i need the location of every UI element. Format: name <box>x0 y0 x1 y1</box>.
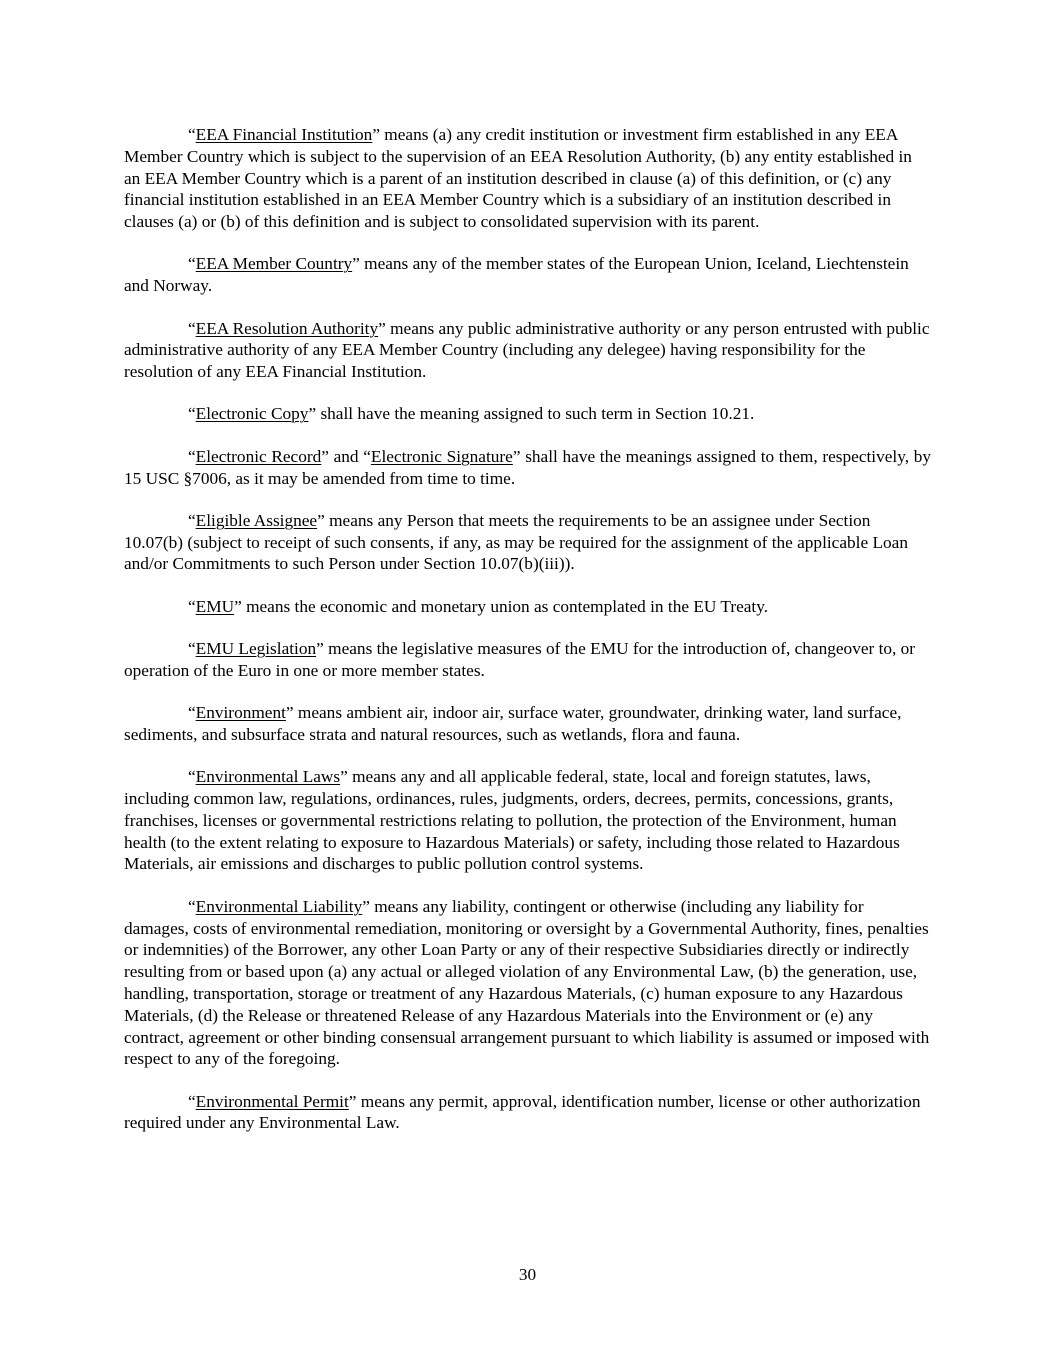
definition-eea-resolution-authority: “EEA Resolution Authority” means any public administrative authority or any person entrusted with public administrative authority of any EEA Member Country (including any delegee) having responsibility for the resolution of any EEA Financial Institution. <box>124 318 930 382</box>
definition-text: means any permit, approval, identification number, license or other authorization required under any Environmental Law. <box>124 1091 921 1133</box>
definition-emu: “EMU” means the economic and monetary union as contemplated in the EU Treaty. <box>188 596 769 616</box>
defined-term: Eligible Assignee <box>195 510 318 530</box>
definition-text: means any public administrative authority or any person entrusted with public administrative authority of any EEA Member Country (including any delegee) having responsibility for the resolution of any EEA Financial Institution. <box>124 318 930 382</box>
defined-term: EEA Financial Institution <box>195 125 373 144</box>
definitions-body <box>124 124 931 1155</box>
definition-text: shall have the meaning assigned to such term in Section 10.21. <box>316 404 755 424</box>
definition-connector: and <box>328 446 364 466</box>
definition-emu-legislation: “EMU Legislation” means the legislative measures of the EMU for the introduction of, changeover to, or operation of the Euro in one or more member states. <box>124 639 916 680</box>
definition-electronic-record-signature: “Electronic Record” and “Electronic Signature” shall have the meanings assigned to them, respectively, by 15 USC §7006, as it may be amended from time to time. <box>124 446 931 488</box>
defined-term: Electronic Copy <box>195 404 309 424</box>
definition-text: means any Person that meets the requirements to be an assignee under Section 10.07(b) (subject to receipt of such consents, if any, as may be required for the assignment of the applicable Loan and/or Commitments to such Person under Section 10.07(b)(iii)). <box>124 510 908 574</box>
definition-environmental-liability: “Environmental Liability” means any liability, contingent or otherwise (including any liability for damages, costs of environmental remediation, monitoring or oversight by a Governmental Authority, fines, penalties or indemnities) of the Borrower, any other Loan Party or any of their respective Subsidiaries directly or indirectly resulting from or based upon (a) any actual or alleged violation of any Environmental Law, (b) the generation, use, handling, transportation, storage or treatment of any Hazardous Materials, (c) human exposure to any Hazardous Materials, (d) the Release or threatened Release of any Hazardous Materials into the Environment or (e) any contract, agreement or other binding consensual arrangement pursuant to which liability is assumed or imposed with respect to any of the foregoing. <box>124 896 930 1069</box>
defined-term: EMU Legislation <box>195 639 317 659</box>
definition-text: means any and all applicable federal, state, local and foreign statutes, laws, including common law, regulations, ordinances, rules, judgments, orders, decrees, permits, concessions, grants, franchises, licenses or governmental restrictions relating to pollution, the protection of the Environment, human health (to the extent relating to exposure to Hazardous Materials) or safety, including those related to Hazardous Materials, air emissions and discharges to public pollution control systems. <box>124 767 900 874</box>
definition-text: means any liability, contingent or otherwise (including any liability for damages, costs of environmental remediation, monitoring or oversight by a Governmental Authority, fines, penalties or indemnities) of the Borrower, any other Loan Party or any of their respective Subsidiaries directly or indirectly resulting from or based upon (a) any actual or alleged violation of any Environmental Law, (b) the generation, use, handling, transportation, storage or treatment of any Hazardous Materials, (c) human exposure to any Hazardous Materials, (d) the Release or threatened Release of any Hazardous Materials into the Environment or (e) any contract, agreement or other binding consensual arrangement pursuant to which liability is assumed or imposed with respect to any of the foregoing. <box>124 896 930 1069</box>
definition-text: means the legislative measures of the EMU for the introduction of, changeover to, or operation of the Euro in one or more member states. <box>124 639 916 680</box>
definition-environmental-laws: “Environmental Laws” means any and all applicable federal, state, local and foreign statutes, laws, including common law, regulations, ordinances, rules, judgments, orders, decrees, permits, concessions, grants, franchises, licenses or governmental restrictions relating to pollution, the protection of the Environment, human health (to the extent relating to exposure to Hazardous Materials) or safety, including those related to Hazardous Materials, air emissions and discharges to public pollution control systems. <box>124 767 900 874</box>
defined-term: EEA Member Country <box>195 254 353 274</box>
definition-environment: “Environment” means ambient air, indoor air, surface water, groundwater, drinking water, land surface, sediments, and subsurface strata and natural resources, such as wetlands, flora and fauna. <box>124 703 902 744</box>
definition-text: shall have the meanings assigned to them, respectively, by 15 USC §7006, as it may be amended from time to time. <box>124 446 931 488</box>
defined-term: Environmental Laws <box>195 767 341 787</box>
defined-term: Environmental Liability <box>195 896 363 916</box>
definition-electronic-copy: “Electronic Copy” shall have the meaning assigned to such term in Section 10.21. <box>188 404 755 424</box>
page-number: 30 <box>518 1265 537 1284</box>
defined-term: Electronic Record <box>195 446 322 466</box>
defined-term: EEA Resolution Authority <box>195 318 379 338</box>
definition-text: means (a) any credit institution or investment firm established in any EEA Member Country which is subject to the supervision of an EEA Resolution Authority, (b) any entity established in an EEA Member Country which is a parent of an institution described in clause (a) of this definition, or (c) any financial institution established in an EEA Member Country which is a subsidiary of an institution described in clauses (a) or (b) of this definition and is subject to consolidated supervision with its parent. <box>124 125 912 232</box>
defined-term: EMU <box>195 596 235 616</box>
definition-eligible-assignee: “Eligible Assignee” means any Person that meets the requirements to be an assignee under Section 10.07(b) (subject to receipt of such consents, if any, as may be required for the assignment of the applicable Loan and/or Commitments to such Person under Section 10.07(b)(iii)). <box>124 510 908 574</box>
definition-text: means ambient air, indoor air, surface water, groundwater, drinking water, land surface, sediments, and subsurface strata and natural resources, such as wetlands, flora and fauna. <box>124 703 902 744</box>
defined-term: Electronic Signature <box>370 446 513 466</box>
definition-environmental-permit: “Environmental Permit” means any permit, approval, identification number, license or other authorization required under any Environmental Law. <box>124 1091 921 1133</box>
definition-eea-member-country: “EEA Member Country” means any of the member states of the European Union, Iceland, Liechtenstein and Norway. <box>124 254 909 296</box>
definition-eea-financial-institution: “EEA Financial Institution” means (a) any credit institution or investment firm established in any EEA Member Country which is subject to the supervision of an EEA Resolution Authority, (b) any entity established in an EEA Member Country which is a parent of an institution described in clause (a) of this definition, or (c) any financial institution established in an EEA Member Country which is a subsidiary of an institution described in clauses (a) or (b) of this definition and is subject to consolidated supervision with its parent. <box>124 125 912 232</box>
definition-text: means the economic and monetary union as contemplated in the EU Treaty. <box>241 596 769 616</box>
defined-term: Environment <box>195 703 286 723</box>
definition-text: means any of the member states of the European Union, Iceland, Liechtenstein and Norway. <box>124 254 909 296</box>
defined-term: Environmental Permit <box>195 1091 349 1111</box>
